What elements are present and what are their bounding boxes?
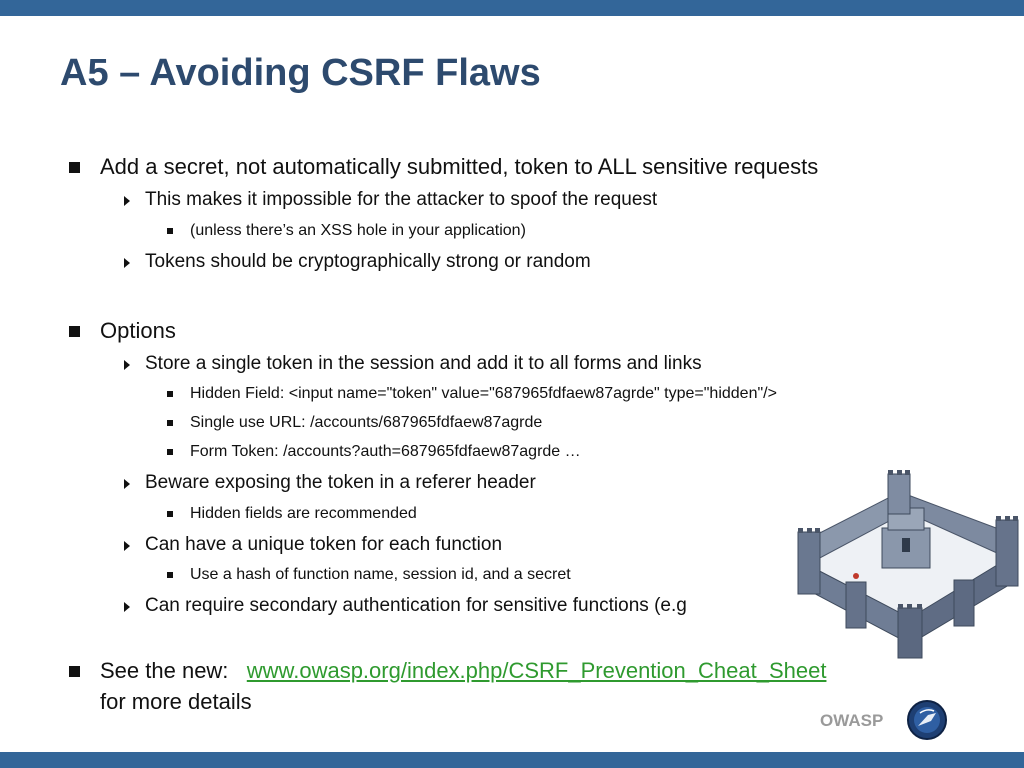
small-square-bullet-icon [167, 572, 173, 578]
bullet-hash: Use a hash of function name, session id, and a secret [190, 566, 571, 583]
castle-illustration [790, 468, 1022, 664]
top-band [0, 0, 1024, 16]
bullet-secondary-auth: Can require secondary authentication for sensitive functions (e.g [145, 595, 687, 616]
square-bullet-icon [69, 666, 80, 677]
small-square-bullet-icon [167, 449, 173, 455]
bullet-single-use-url: Single use URL: /accounts/687965fdfaew87agrde [190, 414, 543, 431]
slide-title: A5 – Avoiding CSRF Flaws [60, 52, 541, 94]
bullet-referer-header: Beware exposing the token in a referer header [145, 472, 536, 493]
see-new-label: See the new: [100, 658, 229, 683]
bullet-xss-hole: (unless there’s an XSS hole in your application) [190, 222, 526, 239]
small-square-bullet-icon [167, 228, 173, 234]
bullet-more-details: for more details [100, 689, 252, 714]
small-square-bullet-icon [167, 511, 173, 517]
square-bullet-icon [69, 162, 80, 173]
owasp-logo-text: OWASP [820, 711, 884, 730]
bullet-unique-token: Can have a unique token for each function [145, 534, 503, 555]
triangle-bullet-icon [124, 196, 130, 206]
bullet-hidden-fields-recommended: Hidden fields are recommended [190, 505, 417, 522]
bullet-secret-token: Add a secret, not automatically submitted, token to ALL sensitive requests [100, 154, 819, 179]
csrf-cheat-sheet-link[interactable]: www.owasp.org/index.php/CSRF_Prevention_Cheat_Sheet [246, 658, 827, 683]
owasp-wasp-logo-icon [906, 699, 948, 741]
bullet-store-single-token: Store a single token in the session and add it to all forms and links [145, 353, 702, 374]
bullet-see-new [100, 658, 826, 684]
triangle-bullet-icon [124, 258, 130, 268]
triangle-bullet-icon [124, 541, 130, 551]
bullet-impossible-spoof: This makes it impossible for the attacker to spoof the request [145, 189, 658, 210]
bullet-hidden-field: Hidden Field: <input name="token" value="687965fdfaew87agrde" type="hidden"/> [190, 385, 777, 402]
bullet-tokens-strong: Tokens should be cryptographically strong or random [145, 251, 591, 272]
small-square-bullet-icon [167, 420, 173, 426]
triangle-bullet-icon [124, 479, 130, 489]
square-bullet-icon [69, 326, 80, 337]
bottom-band [0, 752, 1024, 768]
small-square-bullet-icon [167, 391, 173, 397]
bullet-form-token: Form Token: /accounts?auth=687965fdfaew87agrde … [190, 443, 581, 460]
triangle-bullet-icon [124, 360, 130, 370]
bullet-options: Options [100, 318, 176, 343]
triangle-bullet-icon [124, 602, 130, 612]
